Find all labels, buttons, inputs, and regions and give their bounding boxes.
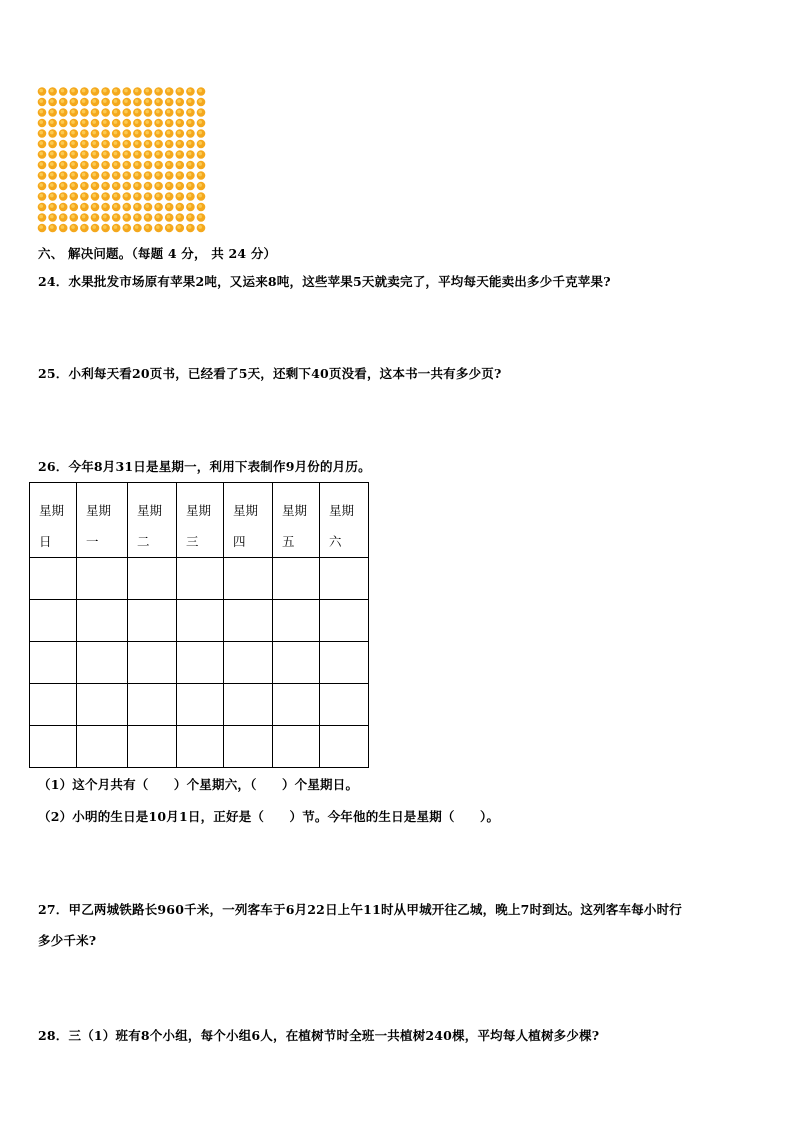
dot-highlight: [50, 162, 54, 166]
dot-highlight: [135, 152, 139, 156]
calendar-body: [30, 558, 369, 768]
dot-highlight: [92, 225, 96, 229]
calendar-cell[interactable]: [224, 600, 273, 642]
dot-highlight: [167, 89, 171, 93]
dot-highlight: [114, 215, 118, 219]
dot-highlight: [103, 215, 107, 219]
dot-highlight: [124, 204, 128, 208]
dot-highlight: [61, 152, 65, 156]
dot-highlight: [198, 173, 202, 177]
dot-highlight: [103, 183, 107, 187]
dot-highlight: [167, 215, 171, 219]
dot-highlight: [114, 173, 118, 177]
dot-highlight: [177, 194, 181, 198]
dot-highlight: [39, 120, 43, 124]
dot-highlight: [39, 204, 43, 208]
question-26-sub1: （1）这个月共有（ ）个星期六，（ ）个星期日。: [38, 777, 359, 792]
calendar-cell[interactable]: [128, 726, 177, 768]
dot-highlight: [92, 131, 96, 135]
question-25: 25．小利每天看20页书，已经看了5天，还剩下40页没看，这本书一共有多少页?: [38, 366, 502, 381]
dot-highlight: [103, 152, 107, 156]
dot-highlight: [61, 131, 65, 135]
calendar-cell[interactable]: [30, 558, 77, 600]
dot-highlight: [61, 120, 65, 124]
dot-highlight: [167, 99, 171, 103]
dot-highlight: [39, 89, 43, 93]
dot-highlight: [103, 99, 107, 103]
dot-highlight: [188, 194, 192, 198]
dot-highlight: [71, 141, 75, 145]
dot-highlight: [177, 162, 181, 166]
dot-highlight: [50, 225, 54, 229]
dot-highlight: [198, 194, 202, 198]
dot-highlight: [50, 120, 54, 124]
dot-highlight: [82, 120, 86, 124]
calendar-table: [29, 482, 369, 768]
dot-highlight: [198, 225, 202, 229]
dot-highlight: [145, 99, 149, 103]
question-26: 26．今年8月31日是星期一，利用下表制作9月份的月历。: [38, 459, 371, 474]
dot-highlight: [82, 225, 86, 229]
dot-highlight: [39, 162, 43, 166]
header-tuesday: 星期 二: [128, 483, 177, 558]
question-27-line1: 27．甲乙两城铁路长960千米，一列客车于6月22日上午11时从甲城开往乙城，晚上7时到达。这列客车每小时行: [38, 902, 682, 917]
calendar-cell[interactable]: [273, 642, 320, 684]
dot-highlight: [177, 99, 181, 103]
dot-highlight: [198, 215, 202, 219]
dot-highlight: [135, 173, 139, 177]
dot-highlight: [71, 152, 75, 156]
dot-highlight: [82, 162, 86, 166]
calendar-cell[interactable]: [177, 726, 224, 768]
dot-highlight: [61, 99, 65, 103]
calendar-week-row: [30, 726, 369, 768]
dot-highlight: [177, 225, 181, 229]
dot-highlight: [177, 110, 181, 114]
dot-highlight: [61, 194, 65, 198]
dot-highlight: [50, 141, 54, 145]
dot-highlight: [135, 99, 139, 103]
calendar-cell[interactable]: [30, 642, 77, 684]
dot-highlight: [50, 204, 54, 208]
dot-highlight: [103, 89, 107, 93]
dot-highlight: [82, 173, 86, 177]
dot-highlight: [135, 120, 139, 124]
dot-highlight: [177, 183, 181, 187]
dot-highlight: [114, 89, 118, 93]
dot-highlight: [71, 110, 75, 114]
dot-highlight: [188, 183, 192, 187]
dot-highlight: [39, 110, 43, 114]
dot-highlight: [177, 131, 181, 135]
calendar-cell[interactable]: [77, 726, 128, 768]
dot-highlight: [71, 194, 75, 198]
dot-highlight: [71, 204, 75, 208]
calendar-cell[interactable]: [77, 684, 128, 726]
dot-highlight: [156, 99, 160, 103]
dot-highlight: [198, 110, 202, 114]
dot-highlight: [71, 173, 75, 177]
question-28: 28．三（1）班有8个小组，每个小组6人，在植树节时全班一共植树240棵，平均每人植树多少棵?: [38, 1028, 600, 1043]
dot-highlight: [198, 204, 202, 208]
dot-highlight: [135, 194, 139, 198]
dot-highlight: [135, 215, 139, 219]
header-wednesday: 星期 三: [177, 483, 224, 558]
calendar-cell[interactable]: [77, 642, 128, 684]
dot-highlight: [198, 162, 202, 166]
dot-highlight: [82, 131, 86, 135]
dot-highlight: [92, 194, 96, 198]
dot-highlight: [135, 141, 139, 145]
calendar-header-row: [30, 483, 369, 558]
question-26-sub2: （2）小明的生日是10月1日，正好是（ ）节。今年他的生日是星期（ ）。: [38, 809, 500, 824]
question-27-line2: 多少千米?: [38, 933, 97, 948]
dot-highlight: [71, 89, 75, 93]
dot-highlight: [188, 152, 192, 156]
calendar-cell[interactable]: [320, 558, 369, 600]
dot-highlight: [198, 99, 202, 103]
dot-highlight: [50, 89, 54, 93]
dot-highlight: [177, 204, 181, 208]
dot-highlight: [92, 120, 96, 124]
dot-highlight: [167, 225, 171, 229]
dot-highlight: [167, 194, 171, 198]
dot-highlight: [103, 131, 107, 135]
dot-highlight: [198, 89, 202, 93]
dot-array-svg: [36, 86, 212, 234]
dot-highlight: [82, 141, 86, 145]
header-friday: 星期 五: [273, 483, 320, 558]
dot-highlight: [92, 173, 96, 177]
dot-highlight: [50, 110, 54, 114]
dot-highlight: [124, 99, 128, 103]
calendar-cell[interactable]: [273, 558, 320, 600]
calendar-week-row: [30, 558, 369, 600]
dot-highlight: [61, 204, 65, 208]
dot-highlight: [71, 120, 75, 124]
dot-highlight: [61, 183, 65, 187]
dot-highlight: [114, 99, 118, 103]
dot-highlight: [198, 141, 202, 145]
dot-highlight: [114, 110, 118, 114]
dot-highlight: [167, 141, 171, 145]
dot-highlight: [177, 120, 181, 124]
dot-highlight: [188, 215, 192, 219]
dot-highlight: [124, 89, 128, 93]
dot-highlight: [114, 141, 118, 145]
dot-highlight: [124, 110, 128, 114]
dot-highlight: [198, 152, 202, 156]
dot-highlight: [156, 120, 160, 124]
dot-highlight: [103, 194, 107, 198]
dot-highlight: [39, 131, 43, 135]
dot-highlight: [82, 215, 86, 219]
dot-highlight: [177, 215, 181, 219]
dot-highlight: [50, 131, 54, 135]
calendar-cell[interactable]: [77, 558, 128, 600]
dot-highlight: [50, 152, 54, 156]
calendar-cell[interactable]: [128, 558, 177, 600]
dot-highlight: [156, 215, 160, 219]
dot-highlight: [188, 120, 192, 124]
dot-highlight: [92, 99, 96, 103]
dot-highlight: [71, 99, 75, 103]
calendar-cell[interactable]: [30, 726, 77, 768]
dot-highlight: [124, 225, 128, 229]
dot-highlight: [114, 194, 118, 198]
dot-highlight: [145, 131, 149, 135]
dot-highlight: [135, 162, 139, 166]
dot-highlight: [167, 183, 171, 187]
dot-highlight: [50, 194, 54, 198]
question-24: 24．水果批发市场原有苹果2吨，又运来8吨，这些苹果5天就卖完了，平均每天能卖出多少千克苹果?: [38, 274, 611, 289]
dot-highlight: [92, 183, 96, 187]
dot-highlight: [50, 99, 54, 103]
dot-highlight: [92, 89, 96, 93]
dot-highlight: [145, 89, 149, 93]
dot-highlight: [198, 120, 202, 124]
dot-highlight: [156, 162, 160, 166]
calendar-cell[interactable]: [224, 684, 273, 726]
dot-highlight: [167, 204, 171, 208]
dot-highlight: [145, 194, 149, 198]
dot-highlight: [103, 162, 107, 166]
dot-highlight: [114, 162, 118, 166]
dot-highlight: [124, 162, 128, 166]
dot-highlight: [177, 89, 181, 93]
dot-highlight: [61, 162, 65, 166]
dot-highlight: [50, 173, 54, 177]
calendar-cell[interactable]: [224, 558, 273, 600]
dot-highlight: [156, 152, 160, 156]
dot-highlight: [114, 120, 118, 124]
dot-highlight: [135, 183, 139, 187]
dot-highlight: [167, 131, 171, 135]
dot-highlight: [39, 183, 43, 187]
dot-highlight: [50, 215, 54, 219]
dot-highlight: [198, 131, 202, 135]
dot-highlight: [103, 141, 107, 145]
calendar-week-row: [30, 600, 369, 642]
dot-highlight: [135, 131, 139, 135]
dot-highlight: [124, 215, 128, 219]
dot-highlight: [156, 89, 160, 93]
calendar-cell[interactable]: [77, 600, 128, 642]
dot-highlight: [188, 141, 192, 145]
dot-highlight: [71, 183, 75, 187]
calendar-cell[interactable]: [128, 684, 177, 726]
dot-highlight: [39, 173, 43, 177]
header-sunday: 星期 日: [30, 483, 77, 558]
dot-highlight: [167, 162, 171, 166]
dot-highlight: [103, 110, 107, 114]
dot-highlight: [92, 110, 96, 114]
dot-highlight: [145, 183, 149, 187]
calendar-cell[interactable]: [30, 684, 77, 726]
dot-highlight: [82, 110, 86, 114]
dot-highlight: [82, 204, 86, 208]
dot-highlight: [188, 89, 192, 93]
dot-highlight: [71, 162, 75, 166]
dot-highlight: [61, 225, 65, 229]
dot-highlight: [145, 141, 149, 145]
dot-highlight: [82, 99, 86, 103]
calendar-cell[interactable]: [273, 600, 320, 642]
dot-highlight: [124, 120, 128, 124]
dot-highlight: [135, 204, 139, 208]
dot-highlight: [124, 194, 128, 198]
calendar-cell[interactable]: [128, 600, 177, 642]
header-monday: 星期 一: [77, 483, 128, 558]
dot-highlight: [124, 152, 128, 156]
dot-highlight: [114, 152, 118, 156]
dot-highlight: [92, 162, 96, 166]
calendar-cell[interactable]: [320, 600, 369, 642]
dot-highlight: [177, 141, 181, 145]
dot-highlight: [124, 141, 128, 145]
dot-highlight: [188, 173, 192, 177]
calendar-week-row: [30, 684, 369, 726]
calendar-cell[interactable]: [30, 600, 77, 642]
dot-highlight: [145, 204, 149, 208]
dot-highlight: [61, 215, 65, 219]
section-title: 六、 解决问题。（每题 4 分， 共 24 分）: [38, 246, 277, 261]
dot-highlight: [135, 225, 139, 229]
dot-highlight: [114, 131, 118, 135]
dot-highlight: [145, 152, 149, 156]
dot-highlight: [145, 162, 149, 166]
dot-highlight: [156, 204, 160, 208]
calendar-cell[interactable]: [177, 642, 224, 684]
dot-highlight: [145, 110, 149, 114]
dot-highlight: [61, 173, 65, 177]
dot-highlight: [177, 173, 181, 177]
dot-highlight: [135, 89, 139, 93]
dot-highlight: [71, 215, 75, 219]
dot-highlight: [177, 152, 181, 156]
dot-highlight: [156, 110, 160, 114]
dot-highlight: [61, 110, 65, 114]
calendar-cell[interactable]: [224, 642, 273, 684]
dot-highlight: [145, 225, 149, 229]
dot-highlight: [39, 225, 43, 229]
dot-highlight: [82, 152, 86, 156]
dot-highlight: [103, 204, 107, 208]
dot-highlight: [124, 173, 128, 177]
dot-highlight: [188, 204, 192, 208]
dot-highlight: [188, 99, 192, 103]
dot-highlight: [61, 89, 65, 93]
dot-highlight: [156, 173, 160, 177]
dot-highlight: [156, 225, 160, 229]
dot-highlight: [92, 141, 96, 145]
dot-highlight: [39, 152, 43, 156]
dot-highlight: [167, 152, 171, 156]
dot-highlight: [167, 110, 171, 114]
calendar-cell[interactable]: [320, 642, 369, 684]
dot-highlight: [124, 131, 128, 135]
calendar-cell[interactable]: [320, 684, 369, 726]
dot-highlight: [114, 204, 118, 208]
dot-highlight: [39, 99, 43, 103]
dot-highlight: [92, 215, 96, 219]
dot-highlight: [71, 225, 75, 229]
dot-highlight: [39, 141, 43, 145]
header-thursday: 星期 四: [224, 483, 273, 558]
calendar-cell[interactable]: [224, 726, 273, 768]
dot-highlight: [50, 183, 54, 187]
dot-highlight: [61, 141, 65, 145]
dot-array-figure: [36, 86, 212, 234]
dot-highlight: [188, 110, 192, 114]
dot-highlight: [114, 225, 118, 229]
dot-highlight: [188, 225, 192, 229]
dot-highlight: [71, 131, 75, 135]
dot-highlight: [39, 194, 43, 198]
dot-highlight: [82, 183, 86, 187]
dot-highlight: [103, 120, 107, 124]
dot-highlight: [198, 183, 202, 187]
calendar-cell[interactable]: [320, 726, 369, 768]
dot-highlight: [92, 204, 96, 208]
dot-highlight: [39, 215, 43, 219]
dot-highlight: [156, 194, 160, 198]
dot-highlight: [103, 225, 107, 229]
dot-highlight: [167, 173, 171, 177]
dot-highlight: [92, 152, 96, 156]
calendar-cell[interactable]: [177, 600, 224, 642]
dot-highlight: [82, 194, 86, 198]
dot-highlight: [145, 120, 149, 124]
dot-highlight: [114, 183, 118, 187]
calendar-cell[interactable]: [177, 558, 224, 600]
dot-highlight: [135, 110, 139, 114]
dot-highlight: [145, 215, 149, 219]
dot-highlight: [145, 173, 149, 177]
dot-highlight: [103, 173, 107, 177]
dot-highlight: [156, 183, 160, 187]
dot-highlight: [188, 131, 192, 135]
dot-highlight: [167, 120, 171, 124]
calendar-week-row: [30, 642, 369, 684]
calendar-cell[interactable]: [273, 726, 320, 768]
dot-highlight: [188, 162, 192, 166]
dot-highlight: [156, 141, 160, 145]
calendar-cell[interactable]: [128, 642, 177, 684]
dot-highlight: [82, 89, 86, 93]
calendar-cell[interactable]: [273, 684, 320, 726]
dot-highlight: [124, 183, 128, 187]
calendar-cell[interactable]: [177, 684, 224, 726]
dot-highlight: [156, 131, 160, 135]
header-saturday: 星期 六: [320, 483, 369, 558]
